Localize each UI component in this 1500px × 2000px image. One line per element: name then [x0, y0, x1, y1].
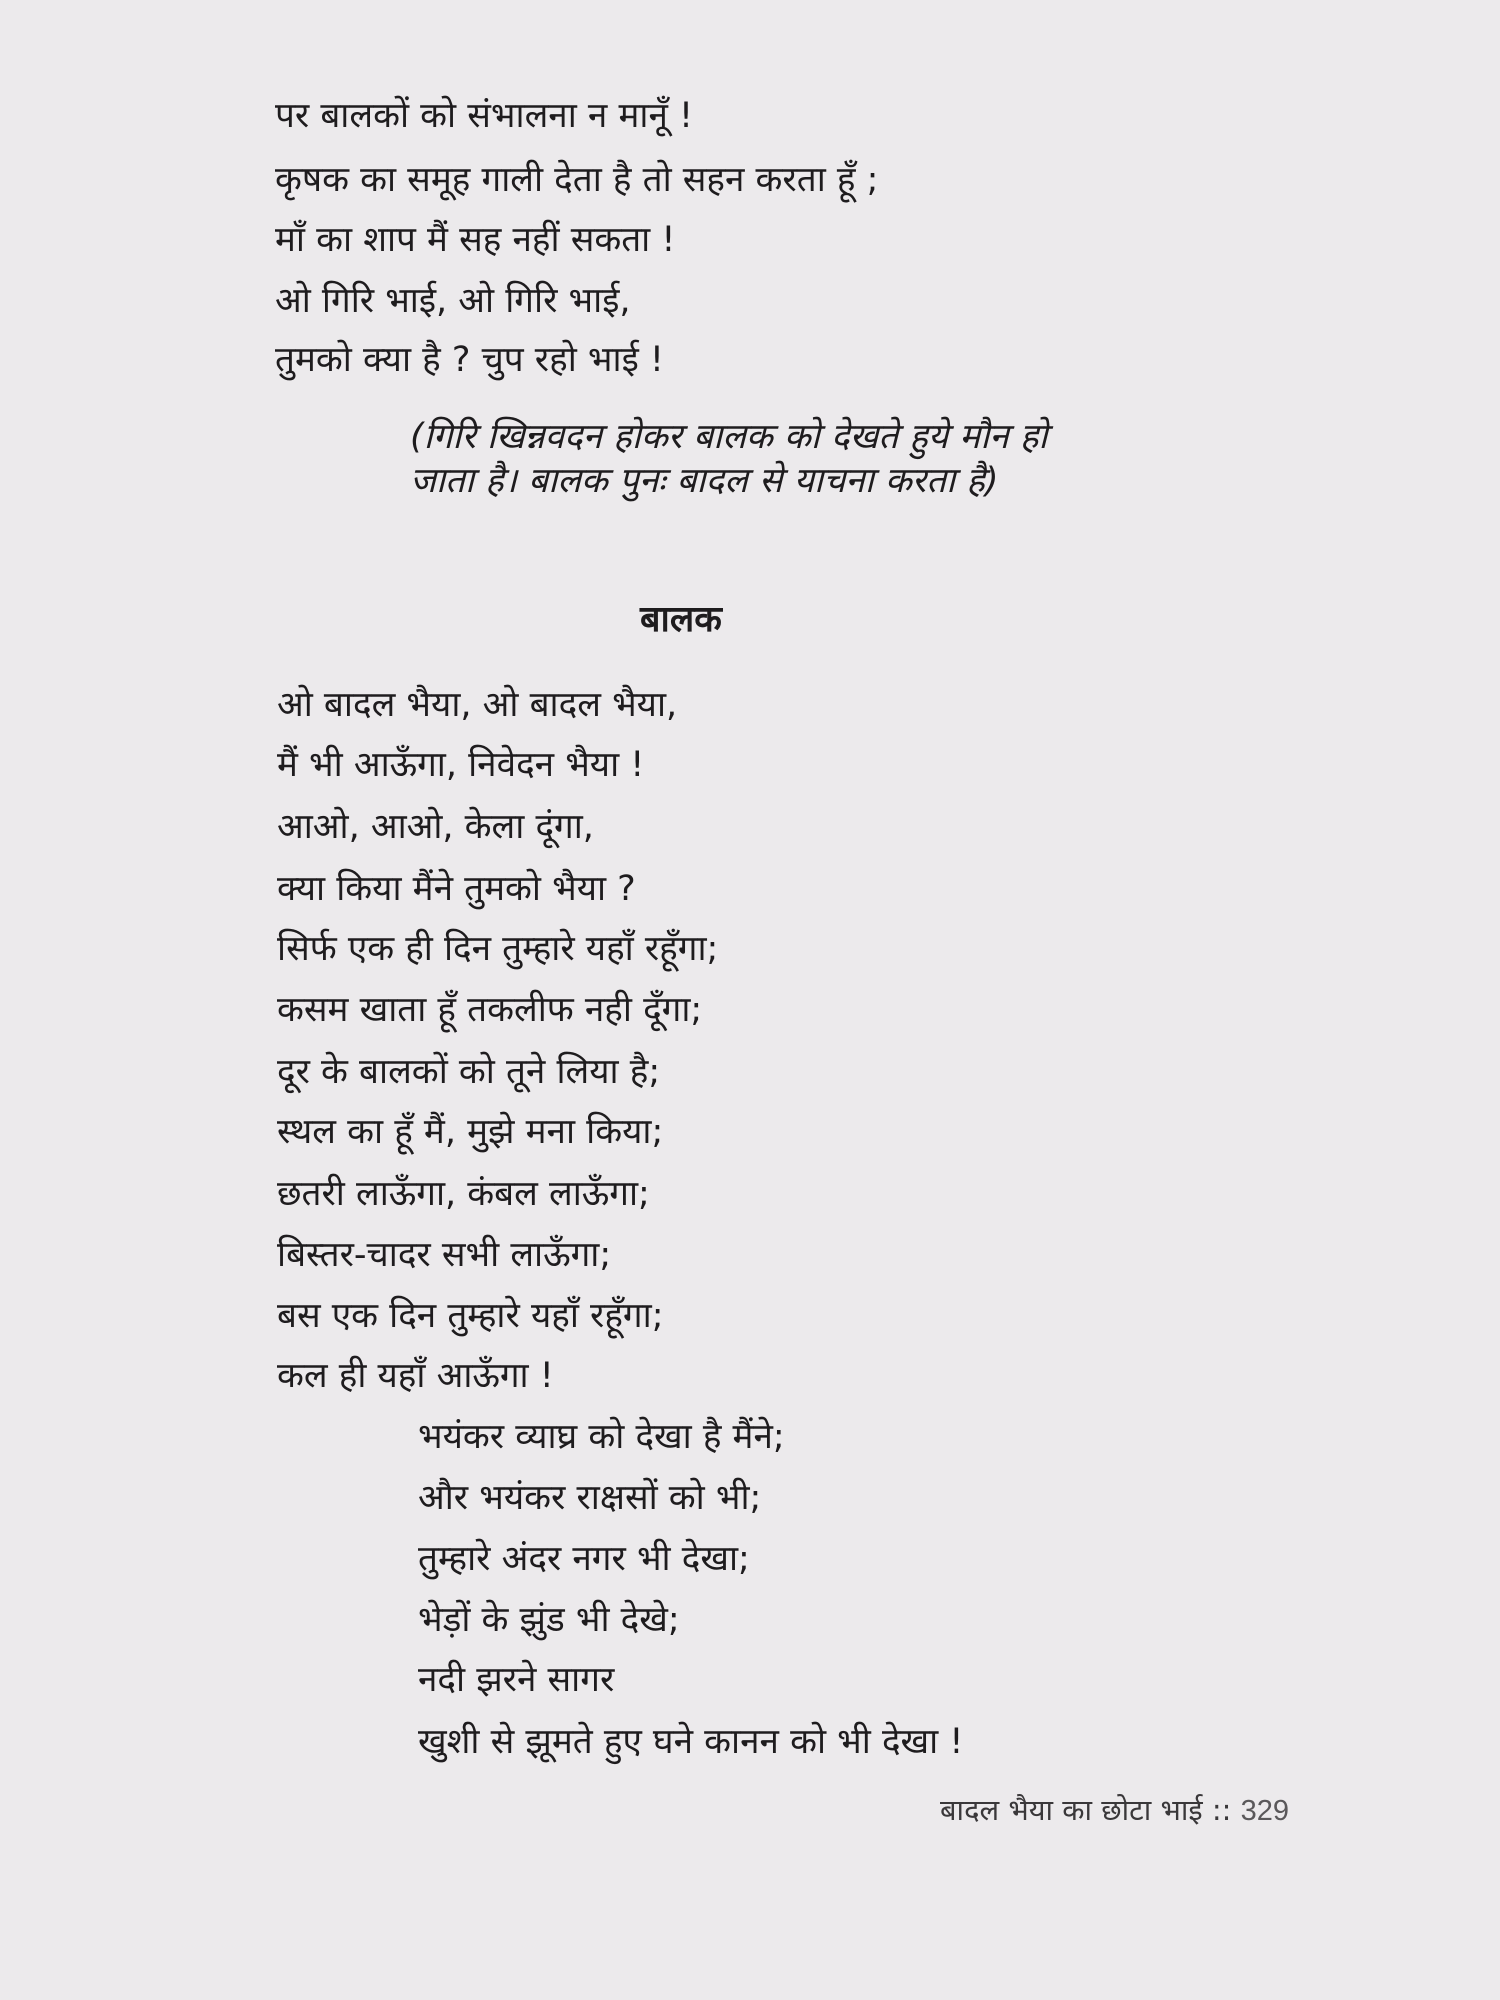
running-title: बादल भैया का छोटा भाई [940, 1793, 1203, 1827]
verse-line: नदी झरने सागर [418, 1660, 615, 1700]
verse-line: दूर के बालकों को तूने लिया है; [277, 1052, 661, 1092]
verse-line: और भयंकर राक्षसों को भी; [418, 1478, 762, 1518]
verse-line: मैं भी आऊँगा, निवेदन भैया ! [277, 745, 645, 785]
stage-direction [410, 415, 1370, 503]
verse-line: भेड़ों के झुंड भी देखे; [418, 1600, 680, 1640]
verse-line: कृषक का समूह गाली देता है तो सहन करता हूँ ; [275, 160, 879, 200]
stage-direction-line: जाता है। बालक पुनः बादल से याचना करता है) [410, 461, 999, 501]
verse-line: आओ, आओ, केला दूंगा, [277, 807, 594, 847]
verse-line: सिर्फ एक ही दिन तुम्हारे यहाँ रहूँगा; [277, 929, 719, 969]
verse-line: छतरी लाऊँगा, कंबल लाऊँगा; [277, 1174, 650, 1214]
verse-line: बस एक दिन तुम्हारे यहाँ रहूँगा; [277, 1296, 664, 1336]
verse-line: माँ का शाप मैं सह नहीं सकता ! [275, 220, 676, 260]
stage-direction-line: (गिरि खिन्नवदन होकर बालक को देखते हुये मौन हो [410, 417, 1048, 457]
speaker-heading: बालक [640, 599, 722, 640]
verse-line: तुमको क्या है ? चुप रहो भाई ! [275, 340, 664, 380]
verse-line: ओ बादल भैया, ओ बादल भैया, [277, 685, 678, 725]
footer-separator: :: [1211, 1793, 1232, 1827]
verse-line: भयंकर व्याघ्र को देखा है मैंने; [418, 1417, 785, 1457]
page-number: 329 [1240, 1795, 1289, 1827]
verse-line: कल ही यहाँ आऊँगा ! [277, 1356, 554, 1396]
verse-line: बिस्तर-चादर सभी लाऊँगा; [277, 1235, 612, 1275]
verse-line: खुशी से झूमते हुए घने कानन को भी देखा ! [418, 1722, 964, 1762]
verse-line: क्या किया मैंने तुमको भैया ? [277, 869, 636, 909]
verse-line: पर बालकों को संभालना न मानूँ ! [275, 96, 694, 136]
verse-line: स्थल का हूँ मैं, मुझे मना किया; [277, 1112, 664, 1152]
verse-line: कसम खाता हूँ तकलीफ नही दूँगा; [277, 990, 703, 1030]
page-footer [940, 1790, 1289, 1831]
verse-line: ओ गिरि भाई, ओ गिरि भाई, [275, 281, 631, 321]
verse-line: तुम्हारे अंदर नगर भी देखा; [418, 1539, 750, 1579]
